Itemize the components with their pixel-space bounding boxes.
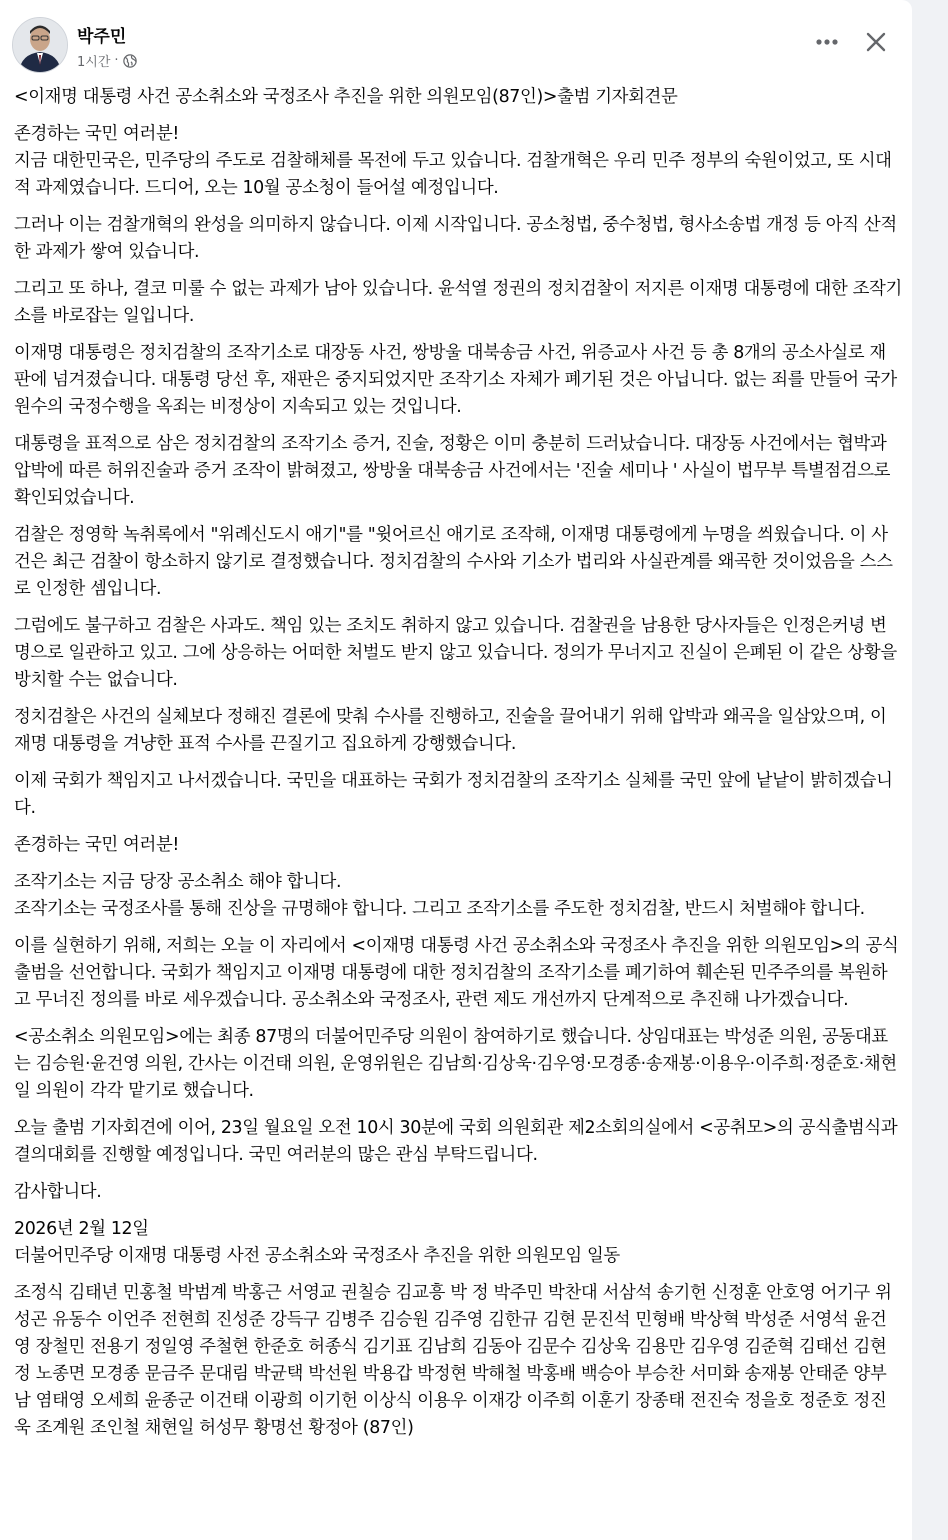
post-text-line: <이재명 대통령 사건 공소취소와 국정조사 추진을 위한 의원모임(87인)>출범 기자회견문 [14,87,678,107]
post-paragraph [14,768,902,822]
post-text-line: 이제 국회가 책임지고 나서겠습니다. 국민을 대표하는 국회가 정치검찰의 조작기소 실체를 국민 앞에 낱낱이 밝히겠습니다. [14,771,893,818]
avatar-image [13,18,67,72]
avatar[interactable] [12,17,68,73]
post-text-line: 그러나 이는 검찰개혁의 완성을 의미하지 않습니다. 이제 시작입니다. 공소청법, 중수청법, 형사소송법 개정 등 아직 산적한 과제가 쌓여 있습니다. [14,215,897,262]
more-horizontal-icon [815,38,839,46]
post-paragraph [14,1216,902,1270]
post-paragraph [14,869,902,923]
post-text-line: 존경하는 국민 여러분! [14,124,180,144]
post-paragraph [14,832,902,859]
post-text-line: 존경하는 국민 여러분! [14,835,180,855]
post-body [14,84,902,1452]
post-time[interactable]: 1시간 [77,55,111,70]
close-icon [865,31,887,53]
post-paragraph [14,522,902,603]
post-paragraph [14,121,902,202]
meta-separator: · [114,53,119,68]
post-text-line: <공소취소 의원모임>에는 최종 87명의 더불어민주당 의원이 참여하기로 했습니다. 상임대표는 박성준 의원, 공동대표는 김승원·윤건영 의원, 간사는 이건태 의원, 운영위원은 김남희·김상욱·김우영·모경종·송재봉·이용우·이주희·정준호·채현일 의원이 각각 맡기로 했습니다. [14,1027,897,1101]
post-text-line: 대통령을 표적으로 삼은 정치검찰의 조작기소 증거, 진술, 정황은 이미 충분히 드러났습니다. 대장동 사건에서는 협박과 압박에 따른 허위진술과 증거 조작이 밝혀졌고, 쌍방울 대북송금 사건에서는 '진술 세미나 ' 사실이 법무부 특별점검으로 확인되었습니다. [14,434,891,508]
post-paragraph [14,276,902,330]
post-paragraph [14,1115,902,1169]
post-paragraph [14,431,902,512]
more-options-button[interactable] [810,28,844,56]
post-text-line: 2026년 2월 12일 [14,1219,149,1239]
post-paragraph [14,1179,902,1206]
post-meta [77,51,137,70]
post-paragraph [14,933,902,1014]
post-text-line: 조작기소는 지금 당장 공소취소 해야 합니다. [14,872,342,892]
post-text-line: 그럼에도 불구하고 검찰은 사과도. 책임 있는 조치도 취하지 않고 있습니다. 검찰권을 남용한 당사자들은 인정은커녕 변명으로 일관하고 있고. 그에 상응하는 어떠한 처벌도 받지 않고 있습니다. 정의가 무너지고 진실이 은폐된 이 같은 상황을 방치할 수는 없습니다. [14,616,897,690]
post-text-line: 정치검찰은 사건의 실체보다 정해진 결론에 맞춰 수사를 진행하고, 진술을 끌어내기 위해 압박과 왜곡을 일삼았으며, 이재명 대통령을 겨냥한 표적 수사를 끈질기고 집요하게 강행했습니다. [14,707,887,754]
post-text-line: 조정식 김태년 민홍철 박범계 박홍근 서영교 권칠승 김교흥 박 정 박주민 박찬대 서삼석 송기헌 신정훈 안호영 어기구 위성곤 유동수 이언주 전현희 진성준 강득구 김병주 김승원 김주영 김한규 김현 문진석 민형배 박상혁 박성준 서영석 윤건영 장철민 전용기 정일영 주철현 한준호 허종식 김기표 김남희 김동아 김문수 김상욱 김용만 김우영 김준혁 김태선 김현정 노종면 모경종 문금주 문대림 박균택 박선원 박용갑 박정현 박해철 박홍배 백승아 부승찬 서미화 송재봉 안태준 양부남 염태영 오세희 윤종군 이건태 이광희 이기헌 이상식 이용우 이재강 이주희 이훈기 장종태 전진숙 정을호 정준호 정진욱 조계원 조인철 채현일 허성무 황명선 황정아 (87인) [14,1283,892,1438]
close-button[interactable] [858,24,894,60]
post-text-line: 이를 실현하기 위해, 저희는 오늘 이 자리에서 <이재명 대통령 사건 공소취소와 국정조사 추진을 위한 의원모임>의 공식 출범을 선언합니다. 국회가 책임지고 이재명 대통령에 대한 정치검찰의 조작기소를 폐기하여 훼손된 민주주의를 복원하고 무너진 정의를 바로 세우겠습니다. 공소취소와 국정조사, 관련 제도 개선까지 단계적으로 추진해 나가겠습니다. [14,936,899,1010]
post-text-line: 그리고 또 하나, 결코 미룰 수 없는 과제가 남아 있습니다. 윤석열 정권의 정치검찰이 저지른 이재명 대통령에 대한 조작기소를 바로잡는 일입니다. [14,279,902,326]
post-paragraph [14,84,902,111]
post-paragraph [14,212,902,266]
post-text-line: 더불어민주당 이재명 대통령 사전 공소취소와 국정조사 추진을 위한 의원모임 일동 [14,1246,620,1266]
post-text-line: 오늘 출범 기자회견에 이어, 23일 월요일 오전 10시 30분에 국회 의원회관 제2소회의실에서 <공취모>의 공식출범식과 결의대회를 진행할 예정입니다. 국민 여러분의 많은 관심 부탁드립니다. [14,1118,898,1165]
globe-icon[interactable] [123,54,137,68]
post-text-line: 이재명 대통령은 정치검찰의 조작기소로 대장동 사건, 쌍방울 대북송금 사건, 위증교사 사건 등 총 8개의 공소사실로 재판에 넘겨졌습니다. 대통령 당선 후, 재판은 중지되었지만 조작기소 자체가 폐기된 것은 아닙니다. 없는 죄를 만들어 국가 원수의 국정수행을 옥죄는 비정상이 지속되고 있는 것입니다. [14,343,897,417]
post-paragraph [14,1280,902,1442]
post-text-line: 지금 대한민국은, 민주당의 주도로 검찰해체를 목전에 두고 있습니다. 검찰개혁은 우리 민주 정부의 숙원이었고, 또 시대적 과제였습니다. 드디어, 오는 10월 공소청이 들어설 예정입니다. [14,151,892,198]
post-paragraph [14,613,902,694]
post-text-line: 검찰은 정영학 녹취록에서 "위례신도시 애기"를 "윗어르신 애기로 조작해, 이재명 대통령에게 누명을 씌웠습니다. 이 사건은 최근 검찰이 항소하지 않기로 결정했습니다. 정치검찰의 수사와 기소가 법리와 사실관계를 왜곡한 것이었음을 스스로 인정한 셈입니다. [14,525,893,599]
post-text-line: 감사합니다. [14,1182,102,1202]
post-paragraph [14,340,902,421]
post-paragraph [14,1024,902,1105]
post-paragraph [14,704,902,758]
post-header [12,14,900,78]
author-name[interactable]: 박주민 [77,27,127,47]
post-text-line: 조작기소는 국정조사를 통해 진상을 규명해야 합니다. 그리고 조작기소를 주도한 정치검찰, 반드시 처벌해야 합니다. [14,899,865,919]
